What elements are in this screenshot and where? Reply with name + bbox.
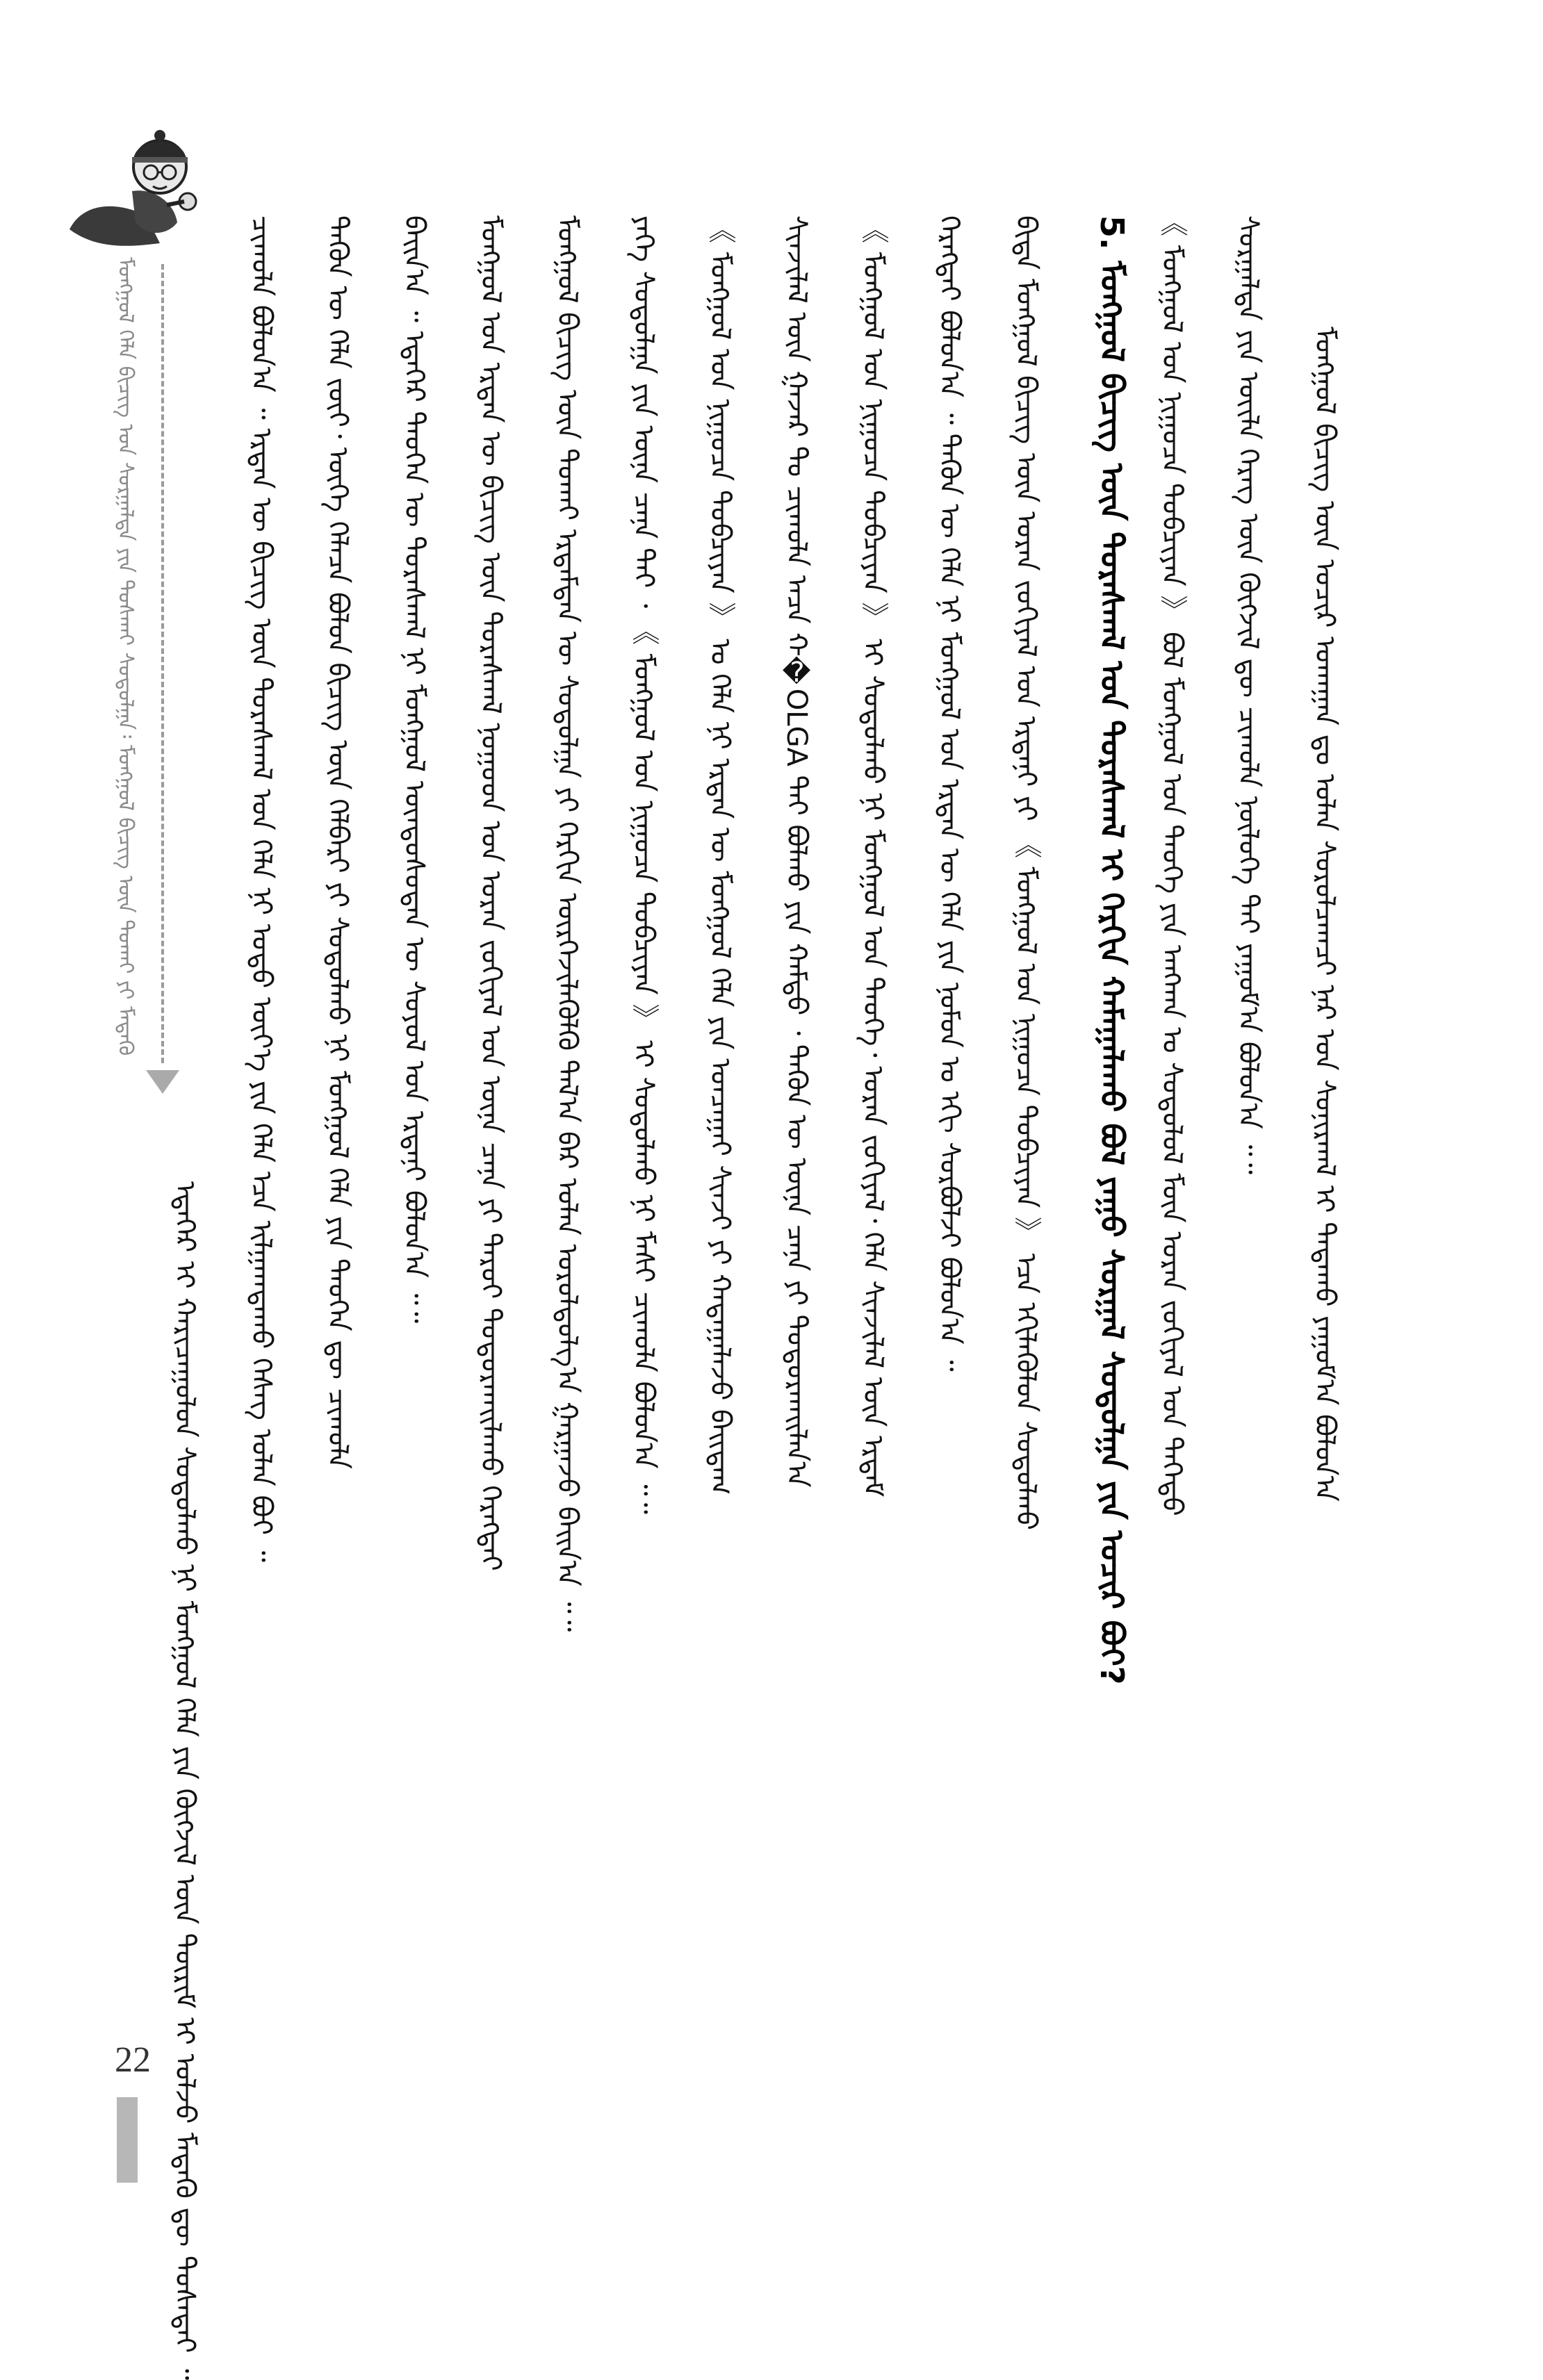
section-heading: 5. ᠮᠣᠩᠭᠣᠯ ᠪᠢᠴᠢᠭ ᠦᠨ ᠳᠤᠷᠠᠰᠬᠠᠯ ᠤᠨ ᠳᠤᠷᠠᠰᠬᠠᠯ ᠢ ᠬᠡᠷᠬᠢᠨ ᠬᠠᠮᠠᠭᠠᠯᠠᠬᠤ ᠪᠣᠯ ᠶᠠᠭᠤ ᠰᠤᠷᠭᠠᠯ ᠰᠤᠳᠤᠯᠭᠠ ᠶᠢᠨ ᠤᠴᠢᠷ ᠪᠣᠢ? [1093,215,1131,1685]
text-column: ᠮᠣᠩᠭᠣᠯ ᠪᠢᠴᠢᠭ ᠦᠨ ᠲᠤᠬᠠᠢ ᠡᠷᠳᠡᠮᠲᠡᠨ ᠦ ᠰᠤᠳᠤᠯᠭᠠ ᠶᠢ ᠬᠡᠷᠬᠢᠨ ᠦᠷᠭᠡᠵᠢᠯᠡᠭᠦᠯᠬᠦ ᠲᠠᠯ᠎ᠠ ᠪᠠᠷ ᠣᠯᠠᠨ ᠣᠷᠣᠯᠳᠣᠯᠭ᠎ᠠ ᠭᠠᠷᠭᠠᠵᠤ ᠪᠠᠢᠨ᠎ᠠ ᠃᠃ [551,215,583,1632]
text-column: ᠰᠤᠷᠭᠠᠯᠲᠠ ᠶᠢᠨ ᠦᠢᠯᠡ ᠬᠡᠷᠡᠭ ᠦᠨ ᠬᠥᠭᠵᠢᠯ ᠳᠦ ᠴᠢᠬᠤᠯᠠ ᠨᠥᠯᠦᠭᠡ ᠲᠠᠢ ᠶᠠᠭᠤᠮ᠎ᠠ ᠪᠣᠯᠤᠨ᠎ᠠ ᠃᠃ [1232,215,1264,1175]
side-tab-marker [117,2097,138,2183]
mascot-illustration [56,125,215,264]
header-arrow-icon [146,1070,179,1094]
text-column: ᠪᠠᠢᠨ᠎ᠠ ᠃ ᠡᠳᠡᠭᠡᠷ ᠲᠡᠦᠬᠡᠨ ᠦ ᠳᠤᠷᠠᠰᠬᠠᠯ ᠨᠢ ᠮᠣᠩᠭᠣᠯ ᠦᠨᠳᠦᠰᠦᠲᠡᠨ ᠦ ᠰᠣᠶᠣᠯ ᠤᠨ ᠡᠷᠳᠡᠨᠢ ᠪᠣᠯᠤᠨ᠎ᠠ ᠃᠃ [398,215,430,1324]
text-column: 《 ᠮᠣᠩᠭᠣᠯ ᠤᠨ ᠨᠢᠭᠤᠴᠠ ᠲᠣᠪᠴᠢᠶᠠᠨ 》 ᠤ ᠬᠡᠯᠡ ᠨᠢ ᠡᠷᠲᠡᠨ ᠦ ᠮᠣᠩᠭᠣᠯ ᠬᠡᠯᠡ ᠶᠢᠨ ᠤᠨᠴᠠᠭᠠᠢ ᠰᠢᠨᠵᠢ ᠶᠢ ᠬᠠᠳᠠᠭᠠᠯᠠᠵᠤ ᠪᠠᠢᠳᠠᠭ [704,215,736,1495]
text-column: ᠰᠢᠨᠵᠢᠯᠡᠯ ᠦᠨ ᠭᠠᠵᠠᠷ ᠲᠤ ᠴᠢᠬᠤᠯᠠ ᠠᠴᠠ ᠬ�OLGA ᠲᠠᠢ ᠪᠣᠯᠬᠤ ᠶᠢᠨ ᠬᠠᠮᠲᠤ ᠂ ᠲᠡᠭᠦᠨ ᠦ ᠦᠨᠡ ᠴᠡᠨᠡ ᠶᠢ ᠲᠣᠳᠣᠷᠬᠠᠢᠯᠠᠨ᠎ᠠ [781,215,813,1488]
header-dashed-rule [161,264,164,1063]
text-column: ᠮᠣᠩᠭᠣᠯ ᠤᠨ ᠡᠷᠲᠡᠨ ᠦ ᠪᠢᠴᠢᠭ ᠦᠨ ᠳᠤᠷᠠᠰᠬᠠᠯ ᠨᠤᠭᠤᠳ ᠤᠨ ᠤᠷᠠᠨ ᠵᠣᠬᠢᠶᠠᠯ ᠤᠨ ᠦᠨᠡ ᠴᠡᠨᠡ ᠶᠢ ᠳᠠᠷᠤᠢ ᠲᠣᠳᠣᠷᠬᠠᠢᠯᠠᠬᠤ ᠬᠡᠷᠡᠭᠲᠡᠢ [475,215,507,1571]
page-number: 22 [115,2040,151,2080]
text-column: 《 ᠮᠣᠩᠭᠣᠯ ᠤᠨ ᠨᠢᠭᠤᠴᠠ ᠲᠣᠪᠴᠢᠶᠠᠨ 》 ᠪᠣᠯ ᠮᠣᠩᠭᠣᠯ ᠤᠨ ᠲᠡᠦᠬᠡ ᠶᠢᠨ ᠠᠩᠬᠠᠨ ᠤ ᠰᠤᠳᠤᠯᠤᠯ ᠮᠥᠨ ᠤᠷᠠᠨ ᠵᠣᠬᠢᠶᠠᠯ ᠤᠨ ᠳᠡᠭᠡᠳᠦ [1156,208,1188,1516]
text-column: ᠶᠡᠬᠡ ᠰᠤᠳᠤᠯᠭᠠ ᠶᠢᠨ ᠦᠨᠡ ᠴᠡᠨᠡ ᠲᠠᠢ ᠂ 《 ᠮᠣᠩᠭᠣᠯ ᠤᠨ ᠨᠢᠭᠤᠴᠠ ᠲᠣᠪᠴᠢᠶᠠᠨ 》 ᠢ ᠰᠤᠳᠤᠯᠬᠤ ᠨᠢ ᠮᠠᠰᠢ ᠴᠢᠬᠤᠯᠠ ᠪᠣᠯᠤᠨ᠎ᠠ ᠃᠃ [628,215,660,1514]
text-column: 《 ᠮᠣᠩᠭᠣᠯ ᠤᠨ ᠨᠢᠭᠤᠴᠠ ᠲᠣᠪᠴᠢᠶᠠᠨ 》 ᠢ ᠰᠤᠳᠤᠯᠬᠤ ᠨᠢ ᠮᠣᠩᠭᠣᠯ ᠤᠨ ᠲᠡᠦᠬᠡ᠂ ᠤᠷᠠᠨ ᠵᠣᠬᠢᠶᠠᠯ᠂ ᠬᠡᠯᠡ ᠰᠢᠨᠵᠢᠯᠡᠯ ᠦᠨ ᠡᠷᠳᠡᠮ [857,215,889,1497]
running-header: ᠮᠣᠩᠭᠣᠯ ᠬᠡᠯᠡ ᠪᠢᠴᠢᠭ ᠤᠨ ᠰᠤᠷᠭᠠᠯᠲᠠ ᠶᠢᠨ ᠲᠤᠰᠬᠠᠢ ᠰᠤᠳᠤᠯᠭᠠ᠄ ᠮᠣᠩᠭᠣᠯ ᠪᠢᠴᠢᠭ ᠦᠨ ᠲᠤᠬᠠᠢ ᠶᠢ ᠮᠡᠳᠡᠬᠦ [113,257,138,1056]
text-column: ᠴᠢᠬᠤᠯᠠ ᠪᠣᠯᠤᠨ᠎ᠠ ᠃ ᠡᠷᠲᠡᠨ ᠦ ᠪᠢᠴᠢᠭ ᠦᠨ ᠳᠤᠷᠠᠰᠬᠠᠯ ᠤᠨ ᠬᠡᠯᠡ ᠨᠢ ᠣᠳᠣ ᠦᠶ᠎ᠡ ᠶᠢᠨ ᠬᠡᠯᠡ ᠡᠴᠡ ᠢᠯᠭᠠᠭᠳᠠᠬᠤ ᠬᠡᠰᠡᠭ ᠣᠯᠠᠨ ᠪᠣᠢ ᠃ [245,215,277,1563]
text-column: ᠡᠳᠡᠭᠡᠷ ᠢ ᠬᠠᠷᠢᠴᠠᠭᠤᠯᠤᠨ ᠰᠤᠳᠤᠯᠬᠤ ᠨᠢ ᠮᠣᠩᠭᠣᠯ ᠬᠡᠯᠡ ᠶᠢᠨ ᠬᠥᠭᠵᠢᠯ ᠦᠨ ᠳᠦᠷᠢᠮ ᠢ ᠣᠯᠵᠤ ᠮᠡᠳᠡᠬᠦ ᠳᠦ ᠲᠤᠰᠠᠲᠠᠢ ᠃ [169,1181,201,2380]
text-column: ᠪᠢᠳᠡ ᠮᠣᠩᠭᠣᠯ ᠪᠢᠴᠢᠭ ᠦᠨ ᠤᠷᠠᠨ ᠵᠣᠬᠢᠶᠠᠯ ᠤᠨ ᠡᠷᠳᠡᠨᠢ ᠶᠢ 《 ᠮᠣᠩᠭᠣᠯ ᠤᠨ ᠨᠢᠭᠤᠴᠠ ᠲᠣᠪᠴᠢᠶᠠᠨ 》 ᠡᠴᠡ ᠡᠬᠢᠯᠡᠭᠦᠯᠦᠨ ᠰᠤᠳᠤᠯᠬᠤ [1010,215,1042,1530]
text-column: ᠬᠡᠷᠡᠭᠲᠡᠢ ᠪᠣᠯᠤᠨ᠎ᠠ ᠃ ᠲᠡᠭᠦᠨ ᠦ ᠬᠡᠯᠡ ᠨᠢ ᠮᠣᠩᠭᠣᠯ ᠤᠨ ᠡᠷᠲᠡᠨ ᠦ ᠬᠡᠯᠡ ᠶᠢᠨ ᠨᠤᠮᠤᠨ ᠤ ᠡᠬᠢ ᠰᠤᠷᠪᠤᠯᠵᠢ ᠪᠣᠯᠤᠨ᠎ᠠ ᠃ [933,215,965,1372]
text-column: ᠮᠣᠩᠭᠣᠯ ᠪᠢᠴᠢᠭ ᠦᠨ ᠣᠴᠢᠷ ᠤᠬᠠᠭᠠᠨ ᠳᠤ ᠣᠯᠠᠨ ᠰᠤᠷᠤᠯᠴᠠᠭᠴᠢ ᠨᠠᠷ ᠤᠨ ᠰᠣᠨᠢᠷᠬᠠᠯ ᠢ ᠲᠠᠲᠠᠬᠤ ᠶᠠᠭᠤᠮ᠎ᠠ ᠪᠣᠯᠤᠨ᠎ᠠ [1309,327,1341,1502]
text-column: ᠲᠡᠭᠦᠨ ᠦ ᠬᠡᠯᠡ ᠵᠦᠢ᠂ ᠦᠭᠡ ᠬᠡᠯᠡᠴᠡ ᠪᠣᠯᠣᠨ ᠪᠢᠴᠢᠭ ᠦᠨ ᠬᠡᠯᠪᠡᠷᠢ ᠶᠢ ᠰᠤᠳᠤᠯᠬᠤ ᠨᠢ ᠮᠣᠩᠭᠣᠯ ᠬᠡᠯᠡ ᠶᠢᠨ ᠲᠡᠦᠬᠡᠨ ᠳᠦ ᠴᠢᠬᠤᠯᠠ [322,215,354,1470]
